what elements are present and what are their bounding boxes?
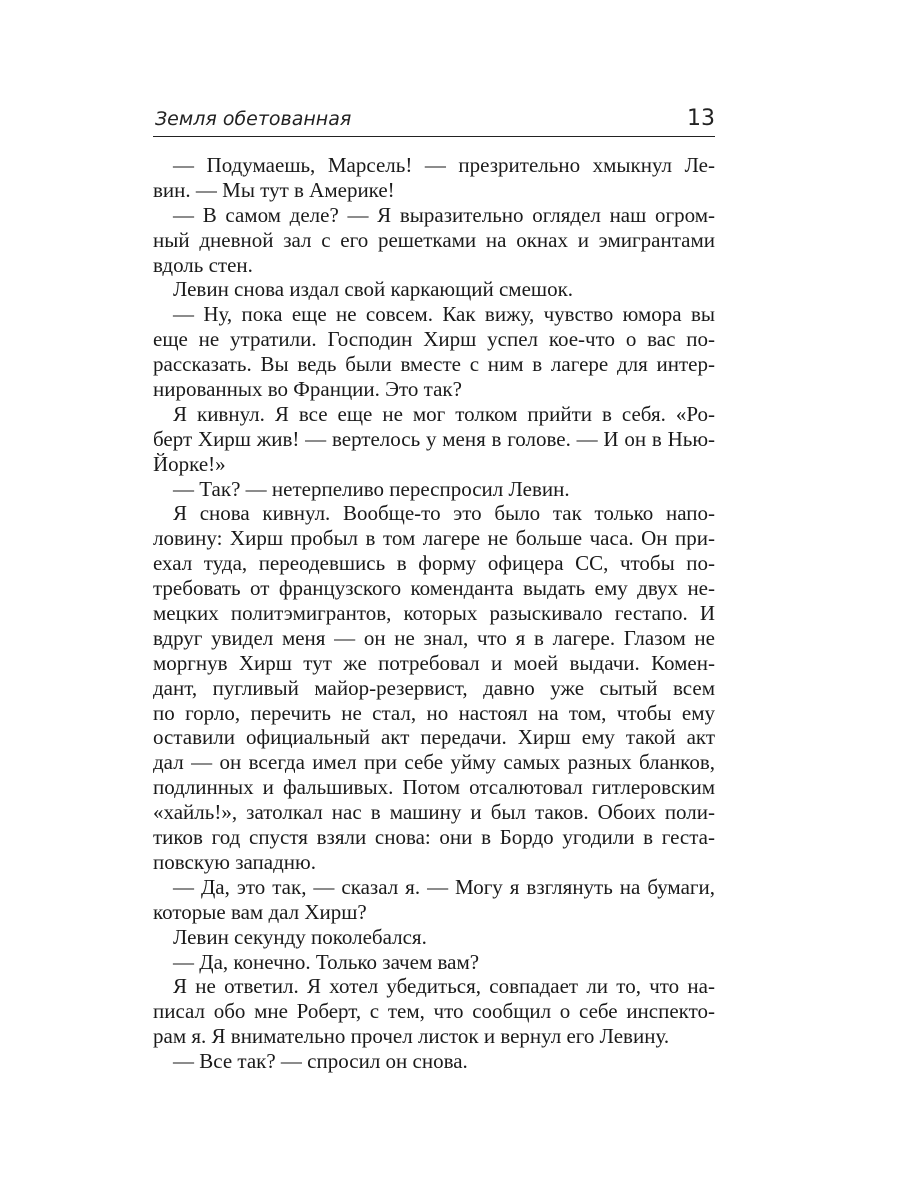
text-line: «хайль!», затолкал нас в машину и был таков. Обоих поли- [153, 800, 715, 825]
text-line: Левин снова издал свой каркающий смешок. [173, 277, 574, 302]
paragraph [153, 950, 715, 975]
paragraph [153, 203, 715, 278]
text-line: требовать от французского коменданта выдать ему двух не- [153, 576, 715, 601]
paragraph [153, 875, 715, 925]
text-line: повскую западню. [153, 849, 316, 874]
text-line: рам я. Я внимательно прочел листок и вернул его Левину. [153, 1024, 670, 1049]
text-line: вдоль стен. [153, 252, 253, 277]
text-line: — Так? — нетерпеливо переспросил Левин. [173, 476, 570, 501]
paragraph [153, 277, 715, 302]
text-line: Я не ответил. Я хотел убедиться, совпадает ли то, что на- [173, 974, 715, 999]
text-line: берт Хирш жив! — вертелось у меня в голове. — И он в Нью- [153, 426, 715, 451]
text-line: которые вам дал Хирш? [153, 899, 367, 924]
paragraph [153, 501, 715, 874]
text-line: еще не утратили. Господин Хирш успел кое-что о вас по- [153, 327, 715, 352]
running-title: Земля обетованная [155, 108, 352, 130]
running-header [153, 106, 715, 137]
paragraph [153, 402, 715, 477]
text-line: ехал туда, переодевшись в форму офицера СС, чтобы по- [153, 551, 715, 576]
text-line: Я снова кивнул. Вообще-то это было так только напо- [173, 501, 715, 526]
page-number: 13 [687, 106, 715, 131]
text-line: мецких политэмигрантов, которых разыскивало гестапо. И [153, 601, 715, 626]
text-line: — Все так? — спросил он снова. [173, 1049, 468, 1074]
text-line: Йорке!» [153, 451, 226, 476]
text-line: нированных во Франции. Это так? [153, 377, 462, 402]
text-line: вдруг увидел меня — он не знал, что я в лагере. Глазом не [153, 625, 715, 650]
text-line: подлинных и фальшивых. Потом отсалютовал гитлеровским [153, 775, 715, 800]
text-line: ловину: Хирш пробыл в том лагере не больше часа. Он при- [153, 526, 715, 551]
text-line: дал — он всегда имел при себе уйму самых разных бланков, [153, 750, 715, 775]
paragraph [153, 1049, 715, 1074]
paragraph [153, 477, 715, 502]
text-line: — В самом деле? — Я выразительно оглядел наш огром- [173, 202, 715, 227]
text-line: Я кивнул. Я все еще не мог толком прийти в себя. «Ро- [173, 401, 715, 426]
paragraph [153, 302, 715, 402]
paragraph [153, 925, 715, 950]
text-line: дант, пугливый майор-резервист, давно уже сытый всем [153, 675, 715, 700]
text-line: вин. — Мы тут в Америке! [153, 177, 395, 202]
paragraph [153, 974, 715, 1049]
body-text [153, 153, 715, 1074]
text-line: — Да, конечно. Только зачем вам? [173, 949, 480, 974]
text-line: моргнув Хирш тут же потребовал и моей выдачи. Комен- [153, 650, 715, 675]
text-line: Левин секунду поколебался. [173, 924, 427, 949]
text-line: рассказать. Вы ведь были вместе с ним в лагере для интер- [153, 352, 715, 377]
text-line: по горло, перечить не стал, но настоял на том, чтобы ему [153, 700, 715, 725]
text-line: — Подумаешь, Марсель! — презрительно хмыкнул Ле- [173, 153, 715, 177]
text-line: — Да, это так, — сказал я. — Могу я взглянуть на бумаги, [173, 874, 715, 899]
text-line: писал обо мне Роберт, с тем, что сообщил о себе инспекто- [153, 999, 715, 1024]
text-line: тиков год спустя взяли снова: они в Бордо угодили в геста- [153, 825, 715, 850]
text-line: ный дневной зал с его решетками на окнах и эмигрантами [153, 227, 715, 252]
text-line: оставили официальный акт передачи. Хирш ему такой акт [153, 725, 715, 750]
paragraph [153, 153, 715, 203]
text-line: — Ну, пока еще не совсем. Как вижу, чувство юмора вы [173, 302, 715, 327]
